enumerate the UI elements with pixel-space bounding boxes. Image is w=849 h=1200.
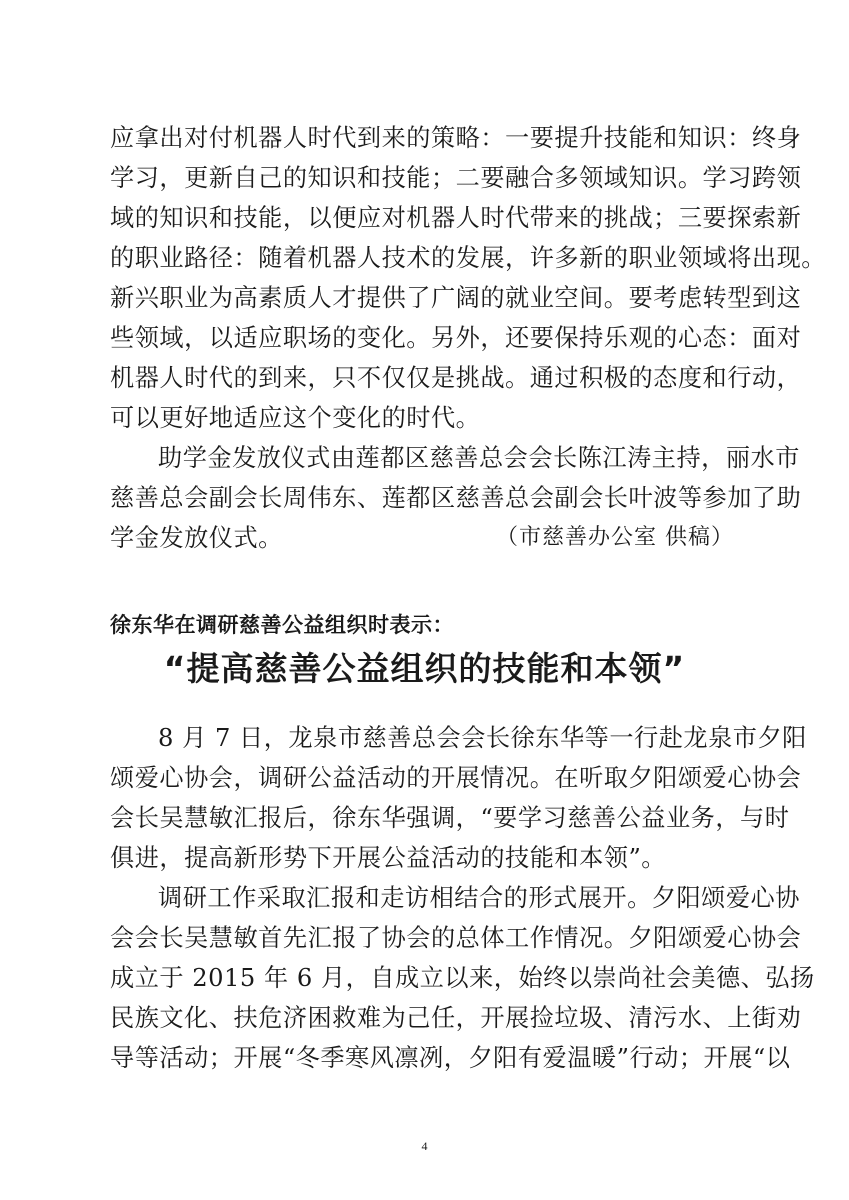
paragraph-line: 应拿出对付机器人时代到来的策略：一要提升技能和知识：终身 — [110, 124, 802, 152]
paragraph-line: 些领域，以适应职场的变化。另外，还要保持乐观的心态：面对 — [110, 324, 802, 352]
paragraph-line: 导等活动；开展“冬季寒风凛冽，夕阳有爱温暖”行动；开展“以 — [110, 1044, 791, 1072]
paragraph-line: 新兴职业为高素质人才提供了广阔的就业空间。要考虑转型到这 — [110, 284, 802, 312]
paragraph-line: 会长吴慧敏汇报后，徐东华强调，“要学习慈善公益业务，与时 — [110, 804, 790, 832]
paragraph-line: 学金发放仪式。 — [110, 524, 283, 552]
page-number: 4 — [421, 1139, 428, 1153]
paragraph-line: 的职业路径：随着机器人技术的发展，许多新的职业领域将出现。 — [110, 244, 826, 272]
paragraph-line-indented: 8 月 7 日，龙泉市慈善总会会长徐东华等一行赴龙泉市夕阳 — [158, 724, 807, 752]
paragraph-line-indented: 助学金发放仪式由莲都区慈善总会会长陈江涛主持，丽水市 — [158, 444, 800, 472]
paragraph-line: 可以更好地适应这个变化的时代。 — [110, 404, 481, 432]
paragraph-line: 会会长吴慧敏首先汇报了协会的总体工作情况。夕阳颂爱心协会 — [110, 924, 802, 952]
paragraph-line: 慈善总会副会长周伟东、莲都区慈善总会副会长叶波等参加了助 — [110, 484, 802, 512]
article-kicker: 徐东华在调研慈善公益组织时表示： — [110, 613, 454, 637]
source-credit: （市慈善办公室 供稿） — [496, 525, 734, 550]
article-headline: “提高慈善公益组织的技能和本领” — [163, 649, 686, 688]
paragraph-line: 颂爱心协会，调研公益活动的开展情况。在听取夕阳颂爱心协会 — [110, 764, 802, 792]
paragraph-line: 机器人时代的到来，只不仅仅是挑战。通过积极的态度和行动， — [110, 364, 802, 392]
paragraph-line: 俱进，提高新形势下开展公益活动的技能和本领”。 — [110, 844, 666, 872]
paragraph-line: 学习，更新自己的知识和技能；二要融合多领域知识。学习跨领 — [110, 164, 802, 192]
paragraph-line-indented: 调研工作采取汇报和走访相结合的形式展开。夕阳颂爱心协 — [158, 884, 800, 912]
paragraph-line: 域的知识和技能，以便应对机器人时代带来的挑战；三要探索新 — [110, 204, 802, 232]
paragraph-line: 民族文化、扶危济困救难为己任，开展捡垃圾、清污水、上街劝 — [110, 1004, 802, 1032]
paragraph-line: 成立于 2015 年 6 月，自成立以来，始终以崇尚社会美德、弘扬 — [110, 964, 815, 992]
